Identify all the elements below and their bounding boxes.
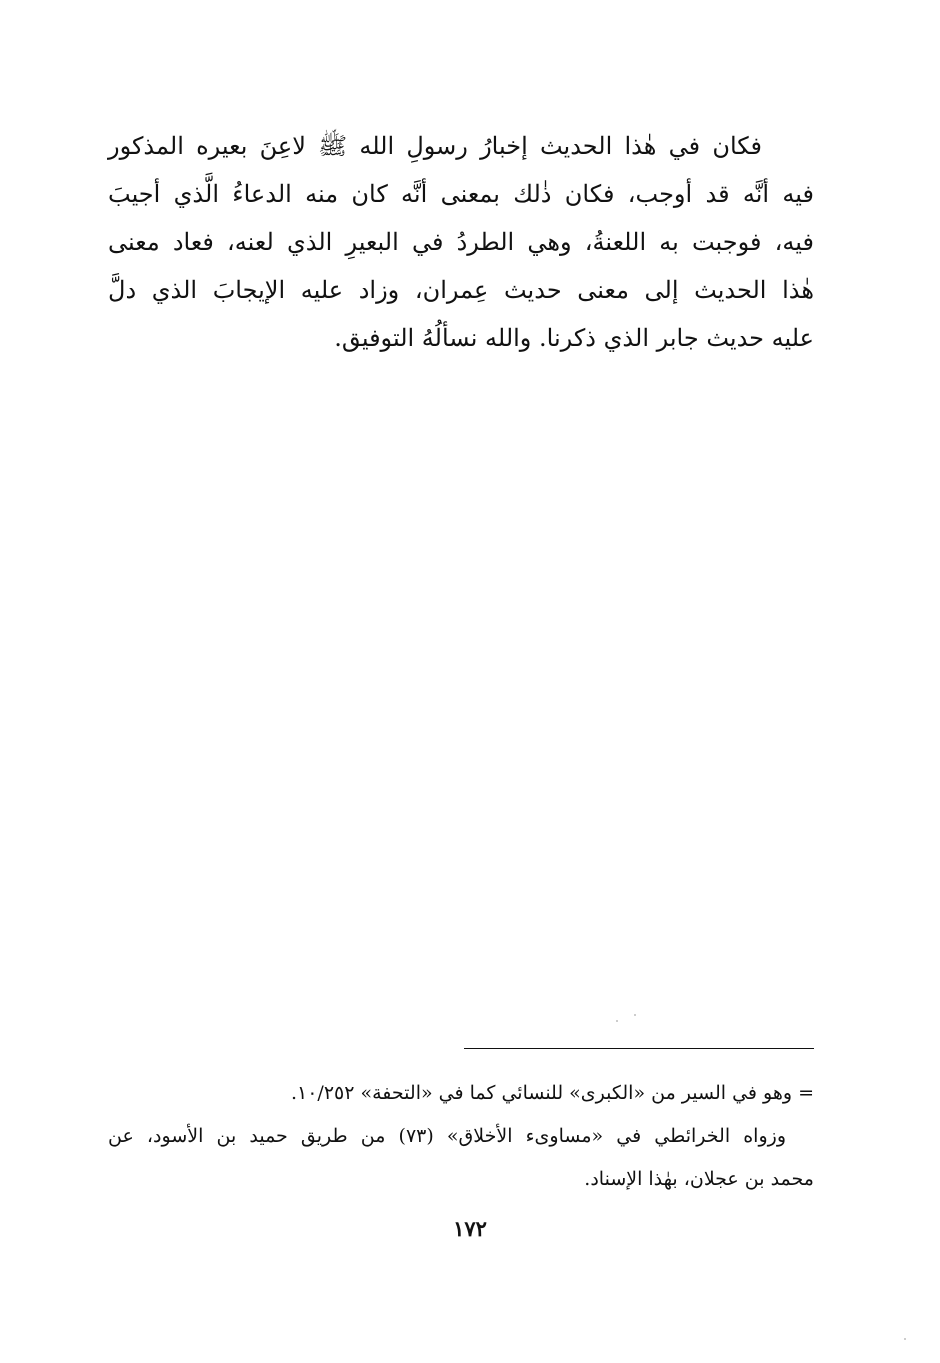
footnote-line: وزواه الخرائطي في «مساوىء الأخلاق» (٧٣) من طريق حميد بن الأسود، عن [108,1125,786,1147]
footnote-separator [464,1048,814,1049]
main-text-line: فكان في هٰذا الحديث إخبارُ رسولِ الله ﷺ لاعِنَ بعيره المذكور [108,132,762,160]
main-text-line: هٰذا الحديث إلى معنى حديث عِمران، وزاد عليه الإيجابَ الذي دلَّ [108,276,814,304]
main-text-line: فيه أنَّه قد أوجب، فكان ذٰلك بمعنى أنَّه كان منه الدعاءُ الَّذي أجيبَ [108,180,814,208]
main-text-line: عليه حديث جابر الذي ذكرنا. والله نسألُهُ التوفيق. [334,324,814,352]
footnote-line: محمد بن عجلان، بهٰذا الإسناد. [584,1168,814,1190]
scan-speck [904,1338,906,1340]
footnotes-block [108,1072,814,1201]
main-text-block [108,122,814,362]
scan-speck [616,1020,618,1022]
footnote-line: = وهو في السير من «الكبرى» للنسائي كما في «التحفة» ١٠/٢٥٢. [290,1082,814,1104]
page-number: ١٧٢ [453,1216,487,1241]
scan-speck [634,1014,636,1016]
main-text-line: فيه، فوجبت به اللعنةُ، وهي الطردُ في البعيرِ الذي لعنه، فعاد معنى [108,228,814,256]
